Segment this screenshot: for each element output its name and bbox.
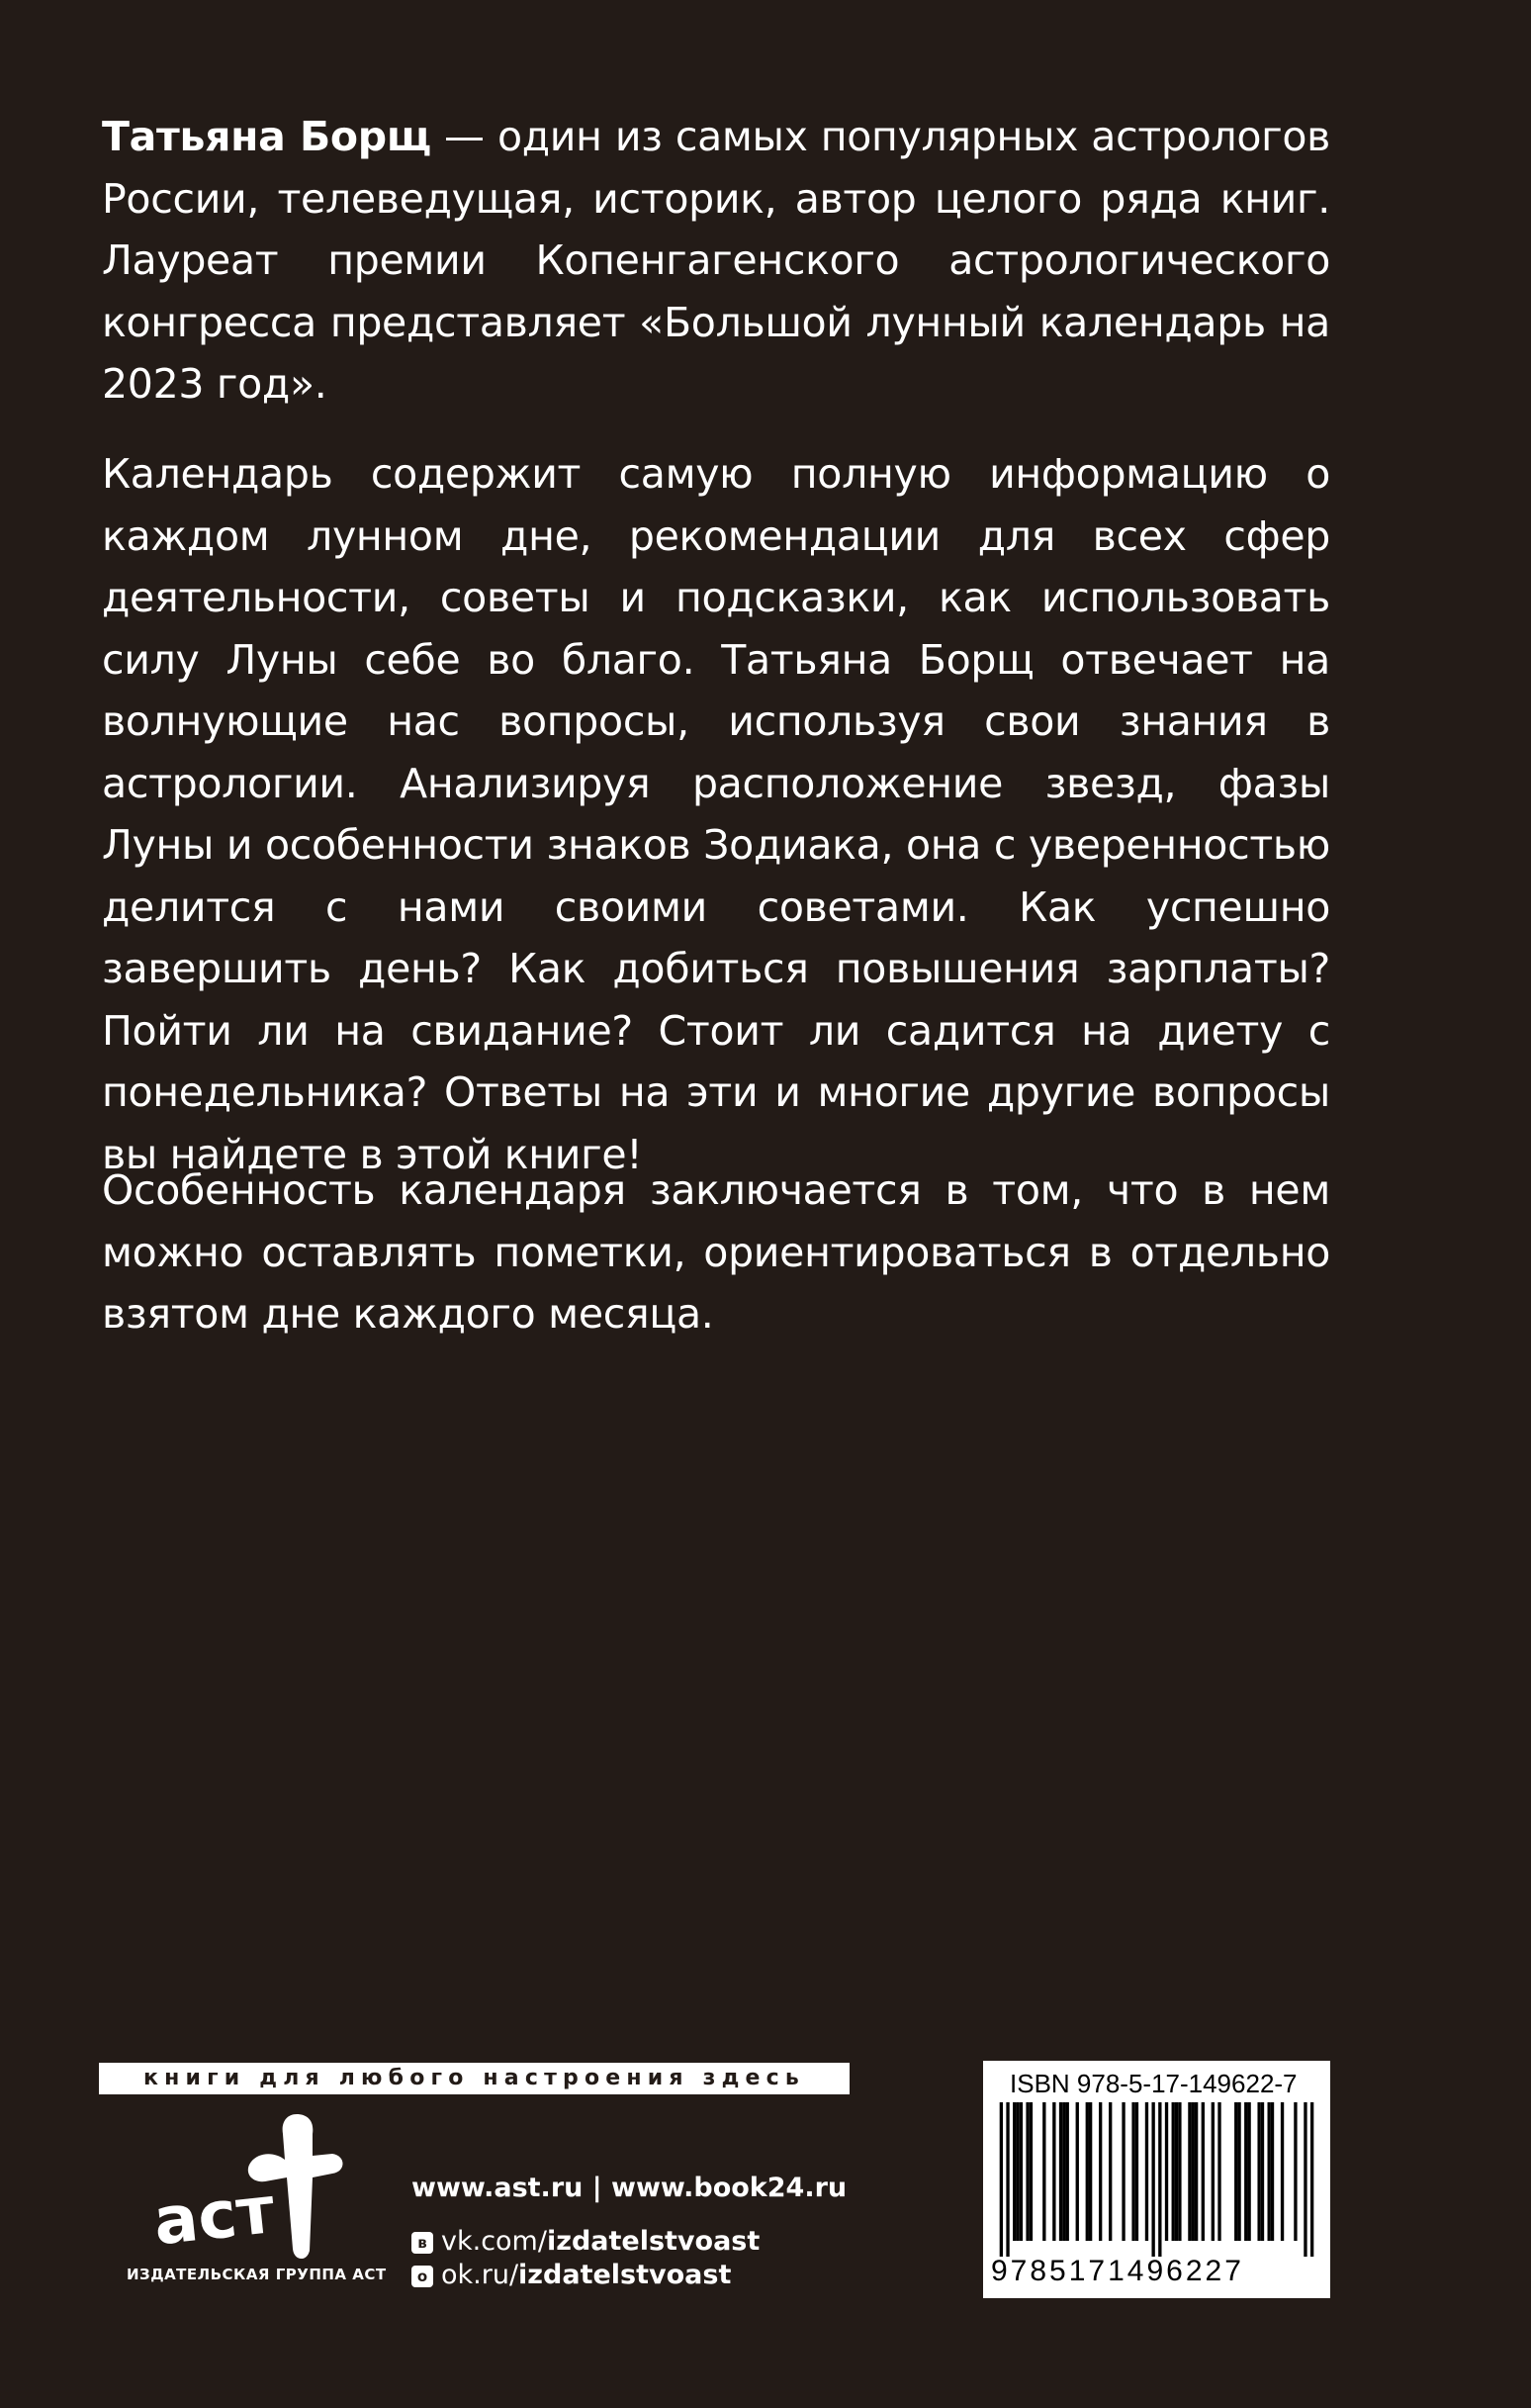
barcode-guard-bar <box>1304 2102 1306 2257</box>
barcode-bar <box>1247 2102 1250 2241</box>
barcode-guard-bar <box>1000 2102 1003 2257</box>
barcode-bar <box>1066 2102 1069 2241</box>
barcode-bar <box>1244 2102 1247 2241</box>
barcode-bar <box>1237 2102 1240 2241</box>
barcode-digits: 9785171496227 <box>991 2255 1244 2287</box>
barcode-bar <box>1131 2102 1134 2241</box>
barcode-bar <box>1086 2102 1089 2241</box>
barcode-bar <box>1020 2102 1023 2241</box>
barcode-bar <box>1234 2102 1237 2241</box>
barcode-bar <box>1165 2102 1168 2241</box>
barcode-guard-bar <box>1006 2102 1009 2257</box>
vk-icon: в <box>411 2232 433 2254</box>
barcode-bar <box>1261 2102 1264 2241</box>
barcode-bar <box>1202 2102 1205 2241</box>
barcode-bar <box>1175 2102 1178 2241</box>
feature-paragraph <box>102 1159 1330 1345</box>
ok-link[interactable] <box>411 2260 731 2290</box>
website-links[interactable]: www.ast.ru | www.book24.ru <box>411 2173 848 2203</box>
barcode-bar <box>1192 2102 1195 2241</box>
barcode-bar <box>1030 2102 1033 2241</box>
barcode-bar <box>1188 2102 1191 2241</box>
vk-handle: izdatelstvoast <box>546 2226 761 2257</box>
isbn-label: ISBN 978-5-17-149622-7 <box>1010 2069 1298 2098</box>
tagline-banner: книги для любого настроения здесь <box>99 2063 850 2094</box>
barcode-bar <box>1195 2102 1198 2241</box>
barcode-guard-bar <box>1151 2102 1154 2257</box>
vk-link[interactable] <box>411 2226 760 2257</box>
barcode-bar <box>1212 2102 1215 2241</box>
barcode-bar <box>1052 2102 1055 2241</box>
barcode-bar <box>1099 2102 1102 2241</box>
barcode-bar <box>1042 2102 1045 2241</box>
author-intro <box>102 106 1330 416</box>
barcode-bar <box>1294 2102 1297 2241</box>
barcode-bar <box>1135 2102 1138 2241</box>
ast-logo <box>148 2112 376 2270</box>
barcode-bar <box>1062 2102 1065 2241</box>
feature-text: Особенность календаря заключается в том, что в нем можно оставлять пометки, ориентироваться в отдельно взятом дне каждого месяца. <box>102 1166 1330 1338</box>
barcode-guard-bar <box>1310 2102 1313 2257</box>
barcode <box>993 2102 1320 2257</box>
barcode-bar <box>1109 2102 1112 2241</box>
barcode-bar <box>1026 2102 1029 2241</box>
author-name: Татьяна Борщ <box>102 113 431 160</box>
publisher-caption: ИЗДАТЕЛЬСКАЯ ГРУППА АСТ <box>127 2266 387 2283</box>
barcode-bar <box>1059 2102 1062 2241</box>
ok-icon: о <box>411 2266 433 2287</box>
barcode-bar <box>1145 2102 1148 2241</box>
vk-prefix: vk.com/ <box>441 2226 547 2257</box>
barcode-bar <box>1271 2102 1274 2241</box>
description-paragraph <box>102 443 1330 1185</box>
barcode-bar <box>1172 2102 1175 2241</box>
barcode-bar <box>1076 2102 1079 2241</box>
barcode-bar <box>1257 2102 1260 2241</box>
barcode-bar <box>1217 2102 1220 2241</box>
barcode-guard-bar <box>1158 2102 1161 2257</box>
isbn-barcode-box <box>983 2061 1330 2298</box>
barcode-bar <box>1122 2102 1125 2241</box>
barcode-bar <box>1178 2102 1181 2241</box>
ok-handle: izdatelstvoast <box>518 2260 732 2290</box>
barcode-bar <box>1016 2102 1019 2241</box>
barcode-bar <box>1268 2102 1271 2241</box>
barcode-bar <box>1281 2102 1284 2241</box>
logo-text: аст <box>149 2172 279 2261</box>
barcode-bar <box>1013 2102 1016 2241</box>
author-intro-text: — один из самых популярных астрологов России, телеведущая, историк, автор целого ряда книг. Лауреат премии Копенгагенского астрологического конгресса представляет «Большой лунный календарь на 2023 год». <box>102 113 1330 408</box>
description-text: Календарь содержит самую полную информацию о каждом лунном дне, рекомендации для всех сфер деятельности, советы и подсказки, как использовать силу Луны себе во благо. Татьяна Борщ отвечает на волнующие нас вопросы, используя свои знания в астрологии. Анализируя расположение звезд, фазы Луны и особенности знаков Зодиака, она с уверенностью делится с нами своими советами. Как успешно завершить день? Как добиться повышения зарплаты? Пойти ли на свидание? Стоит ли садится на диету с понедельника? Ответы на эти и многие другие вопросы вы найдете в этой книге! <box>102 450 1330 1178</box>
barcode-bar <box>1089 2102 1092 2241</box>
ok-prefix: ok.ru/ <box>441 2260 519 2290</box>
